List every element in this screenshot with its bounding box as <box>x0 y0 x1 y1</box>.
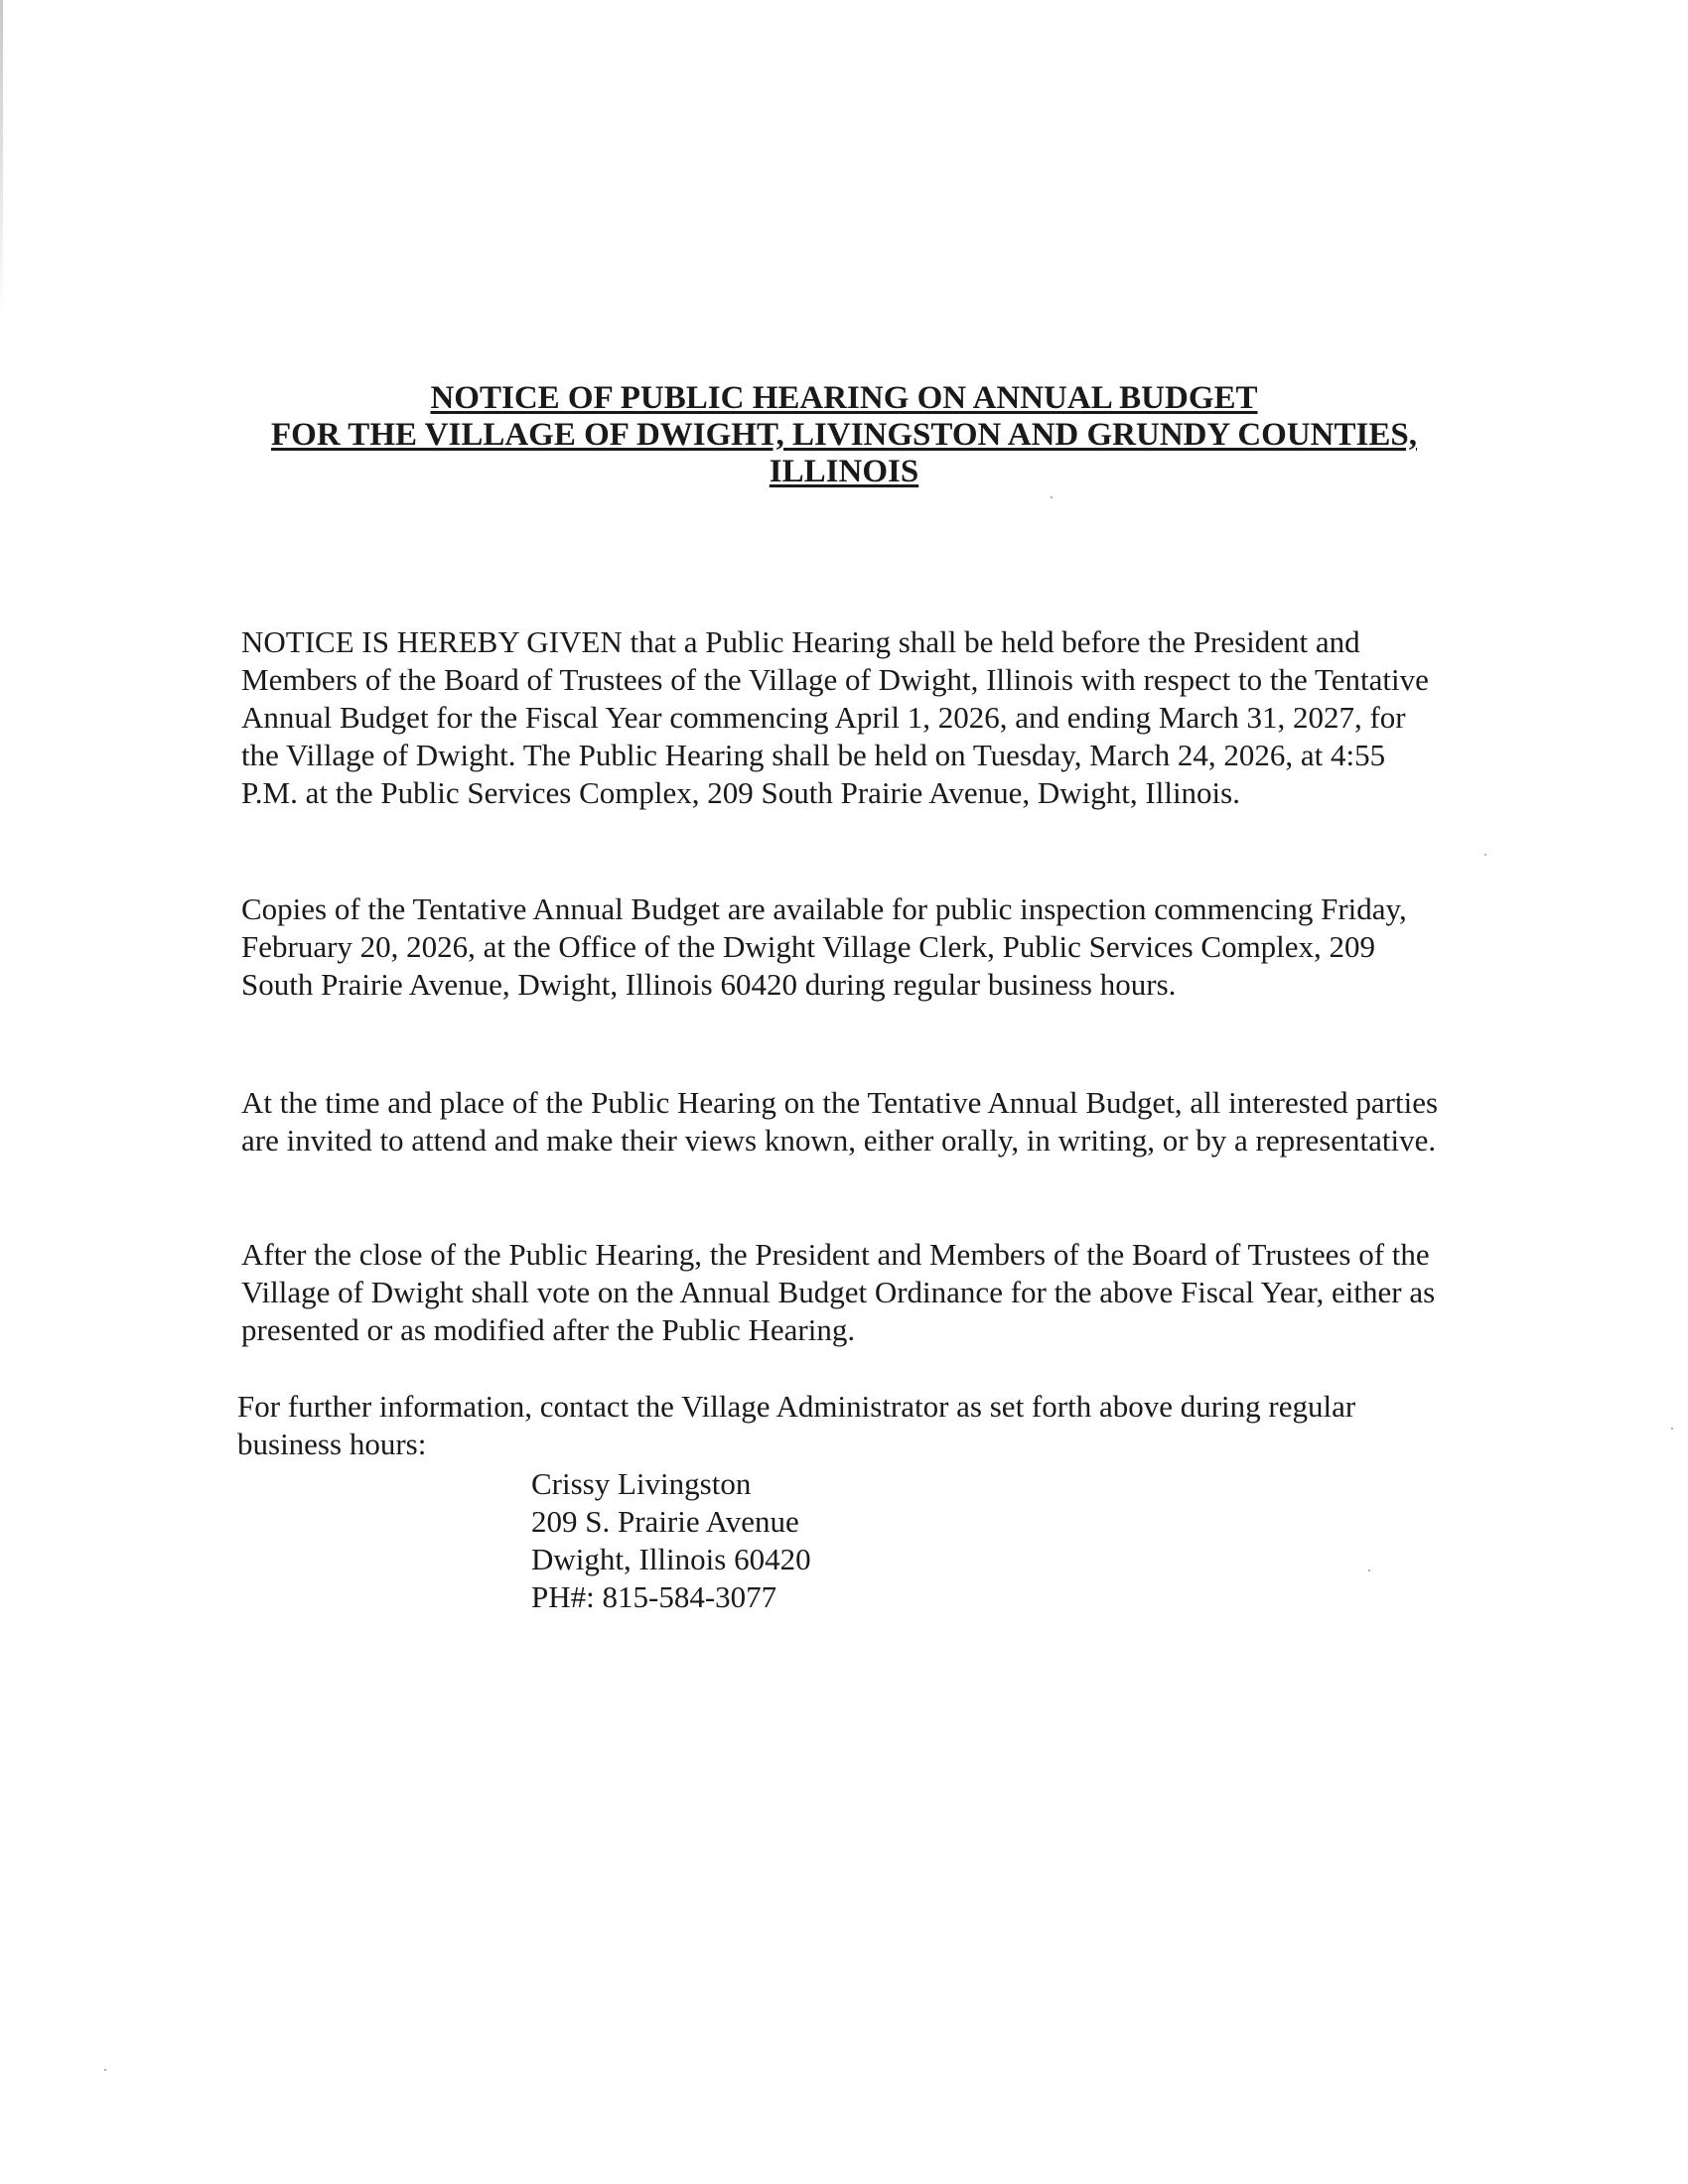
scan-speck <box>1671 1428 1673 1430</box>
scan-speck <box>104 2069 106 2071</box>
scan-edge-artifact <box>0 0 3 318</box>
scan-speck <box>1051 496 1053 498</box>
notice-paragraph-attendance: At the time and place of the Public Hearing on the Tentative Annual Budget, all interested parties are invited to attend and make their views known, either orally, in writing, or by a representative. <box>241 1085 1439 1158</box>
contact-street: 209 S. Prairie Avenue <box>531 1504 799 1539</box>
title-line-1: NOTICE OF PUBLIC HEARING ON ANNUAL BUDGET <box>430 380 1258 416</box>
title-line-3: ILLINOIS <box>769 454 919 489</box>
notice-title <box>0 380 1688 490</box>
notice-paragraph-vote: After the close of the Public Hearing, the President and Members of the Board of Trustees of the Village of Dwight shall vote on the Annual Budget Ordinance for the above Fiscal Year, either as presented or as modified after the Public Hearing. <box>241 1237 1436 1347</box>
notice-paragraph-hearing: NOTICE IS HEREBY GIVEN that a Public Hearing shall be held before the President and Members of the Board of Trustees of the Village of Dwight, Illinois with respect to the Tentative Annual Budget for the Fiscal Year commencing April 1, 2026, and ending March 31, 2027, for the Village of Dwight. The Public Hearing shall be held on Tuesday, March 24, 2026, at 4:55 P.M. at the Public Services Complex, 209 South Prairie Avenue, Dwight, Illinois. <box>241 624 1429 810</box>
contact-block <box>531 1465 811 1616</box>
notice-paragraph-copies: Copies of the Tentative Annual Budget are available for public inspection commencing Friday, February 20, 2026, at the Office of the Dwight Village Clerk, Public Services Complex, 209 South Prairie Avenue, Dwight, Illinois 60420 during regular business hours. <box>241 891 1407 1002</box>
contact-name: Crissy Livingston <box>531 1466 752 1501</box>
contact-phone: PH#: 815-584-3077 <box>531 1579 777 1614</box>
title-line-2: FOR THE VILLAGE OF DWIGHT, LIVINGSTON AND GRUNDY COUNTIES, <box>271 417 1417 453</box>
notice-paragraph-contact: For further information, contact the Village Administrator as set forth above during regular business hours: <box>237 1389 1356 1461</box>
scan-speck <box>1368 1570 1370 1571</box>
scan-speck <box>1484 854 1486 856</box>
contact-city: Dwight, Illinois 60420 <box>531 1542 811 1576</box>
